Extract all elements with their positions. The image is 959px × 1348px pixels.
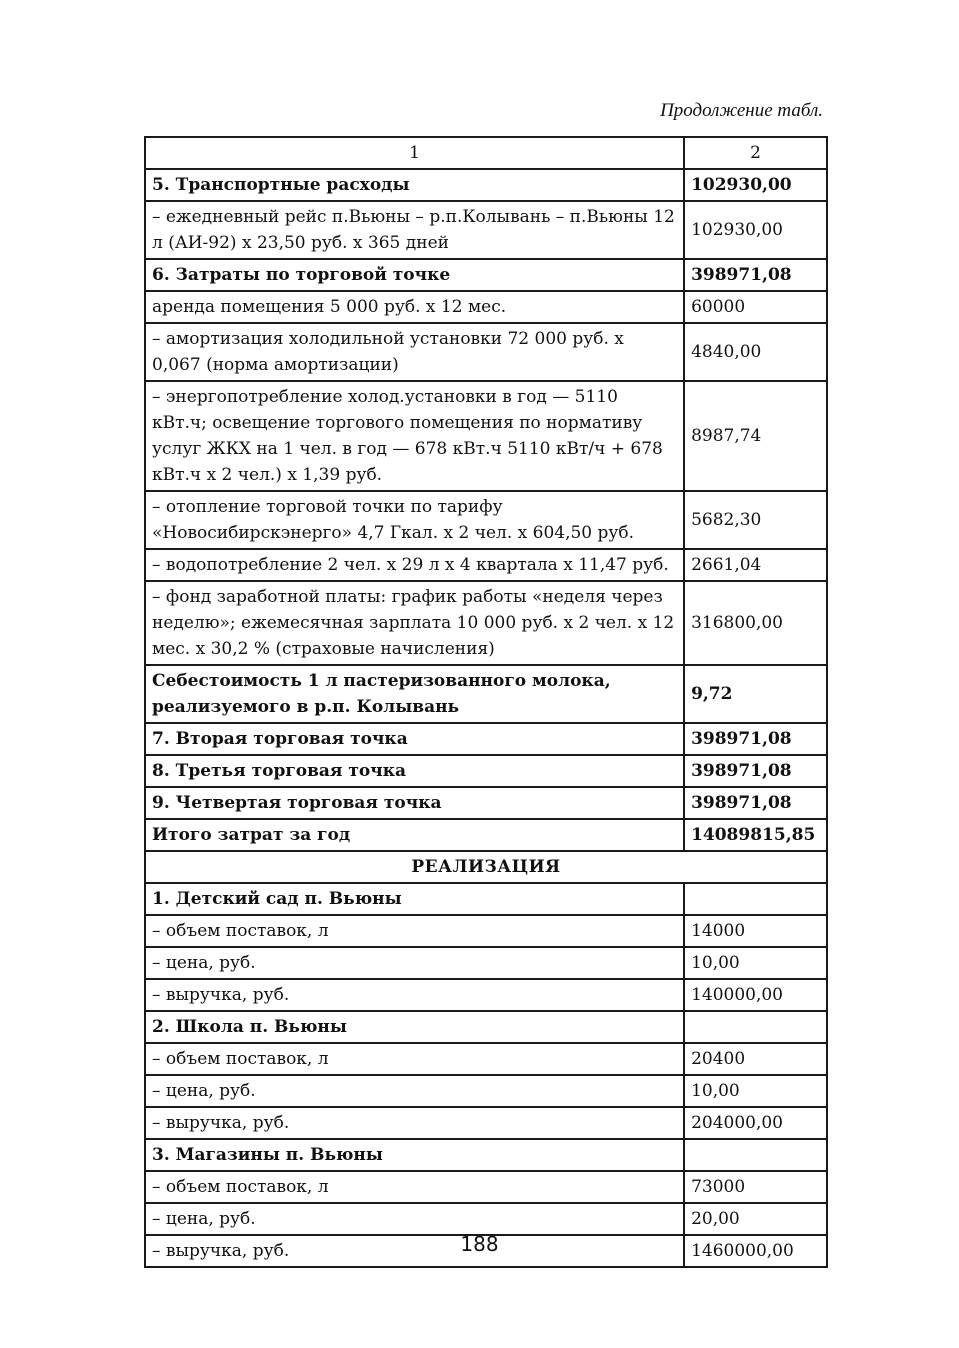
row-value: 9,72 <box>684 665 827 723</box>
row-value: 316800,00 <box>684 581 827 665</box>
row-label: – выручка, руб. <box>145 1107 684 1139</box>
row-value: 2661,04 <box>684 549 827 581</box>
header-col-1: 1 <box>145 137 684 169</box>
row-label: – энергопотребление холод.установки в год — 5110 кВт.ч; освещение торгового помещения по нормативу услуг ЖКХ на 1 чел. в год — 678 кВт.ч 5110 кВт/ч + 678 кВт.ч х 2 чел.) х 1,39 руб. <box>145 381 684 491</box>
table-row <box>145 1171 827 1203</box>
row-value: 398971,08 <box>684 259 827 291</box>
table-row <box>145 1043 827 1075</box>
row-label: – амортизация холодильной установки 72 000 руб. х 0,067 (норма амортизации) <box>145 323 684 381</box>
row-label: – цена, руб. <box>145 1075 684 1107</box>
row-label: 6. Затраты по торговой точке <box>145 259 684 291</box>
table-row <box>145 1107 827 1139</box>
row-value: 4840,00 <box>684 323 827 381</box>
row-label: аренда помещения 5 000 руб. х 12 мес. <box>145 291 684 323</box>
row-value: 14089815,85 <box>684 819 827 851</box>
row-value <box>684 1011 827 1043</box>
row-value: 204000,00 <box>684 1107 827 1139</box>
cost-table <box>144 136 828 1268</box>
row-value: 5682,30 <box>684 491 827 549</box>
row-value: 8987,74 <box>684 381 827 491</box>
row-value: 1460000,00 <box>684 1235 827 1267</box>
table-row <box>145 549 827 581</box>
section-row <box>145 851 827 883</box>
row-value: 20,00 <box>684 1203 827 1235</box>
row-label: 3. Магазины п. Вьюны <box>145 1139 684 1171</box>
table-row <box>145 915 827 947</box>
table-row <box>145 491 827 549</box>
row-value: 10,00 <box>684 947 827 979</box>
row-value: 102930,00 <box>684 169 827 201</box>
row-label: 7. Вторая торговая точка <box>145 723 684 755</box>
row-label: 8. Третья торговая точка <box>145 755 684 787</box>
table-row <box>145 291 827 323</box>
row-label: 2. Школа п. Вьюны <box>145 1011 684 1043</box>
table-row <box>145 787 827 819</box>
table-row <box>145 259 827 291</box>
row-label: – ежедневный рейс п.Вьюны – р.п.Колывань – п.Вьюны 12 л (АИ-92) х 23,50 руб. х 365 дней <box>145 201 684 259</box>
cost-table-body <box>145 137 827 1267</box>
row-label: 9. Четвертая торговая точка <box>145 787 684 819</box>
row-label: 5. Транспортные расходы <box>145 169 684 201</box>
row-value: 398971,08 <box>684 755 827 787</box>
row-label: Итого затрат за год <box>145 819 684 851</box>
row-label: 1. Детский сад п. Вьюны <box>145 883 684 915</box>
row-label: – выручка, руб. <box>145 979 684 1011</box>
row-label: – цена, руб. <box>145 947 684 979</box>
table-row <box>145 979 827 1011</box>
row-value: 20400 <box>684 1043 827 1075</box>
row-value: 14000 <box>684 915 827 947</box>
table-row <box>145 1011 827 1043</box>
table-continuation-caption: Продолжение табл. <box>660 100 823 121</box>
table-row <box>145 665 827 723</box>
table-row <box>145 201 827 259</box>
row-label: – отопление торговой точки по тарифу «Новосибирскэнерго» 4,7 Гкал. х 2 чел. х 604,50 руб. <box>145 491 684 549</box>
row-label: – объем поставок, л <box>145 1043 684 1075</box>
table-row <box>145 1139 827 1171</box>
table-header-row <box>145 137 827 169</box>
row-value: 102930,00 <box>684 201 827 259</box>
table-row <box>145 581 827 665</box>
row-label: – водопотребление 2 чел. х 29 л х 4 квартала х 11,47 руб. <box>145 549 684 581</box>
page-number: 188 <box>460 1232 499 1256</box>
row-label: – объем поставок, л <box>145 915 684 947</box>
table-row <box>145 883 827 915</box>
row-value: 73000 <box>684 1171 827 1203</box>
row-label: – объем поставок, л <box>145 1171 684 1203</box>
table-row <box>145 947 827 979</box>
section-title: РЕАЛИЗАЦИЯ <box>145 851 827 883</box>
row-label: – фонд заработной платы: график работы «неделя через неделю»; ежемесячная зарплата 10 000 руб. х 2 чел. х 12 мес. х 30,2 % (страховые начисления) <box>145 581 684 665</box>
table-row <box>145 169 827 201</box>
row-label: – цена, руб. <box>145 1203 684 1235</box>
table-row <box>145 1075 827 1107</box>
row-label: – выручка, руб. <box>145 1235 684 1267</box>
table-row <box>145 723 827 755</box>
header-col-2: 2 <box>684 137 827 169</box>
table-row <box>145 755 827 787</box>
row-value: 140000,00 <box>684 979 827 1011</box>
row-label: Себестоимость 1 л пастеризованного молока, реализуемого в р.п. Колывань <box>145 665 684 723</box>
table-row <box>145 381 827 491</box>
table-row <box>145 323 827 381</box>
row-value <box>684 883 827 915</box>
row-value: 60000 <box>684 291 827 323</box>
table-row <box>145 819 827 851</box>
row-value: 10,00 <box>684 1075 827 1107</box>
table-row <box>145 1203 827 1235</box>
row-value <box>684 1139 827 1171</box>
row-value: 398971,08 <box>684 787 827 819</box>
row-value: 398971,08 <box>684 723 827 755</box>
